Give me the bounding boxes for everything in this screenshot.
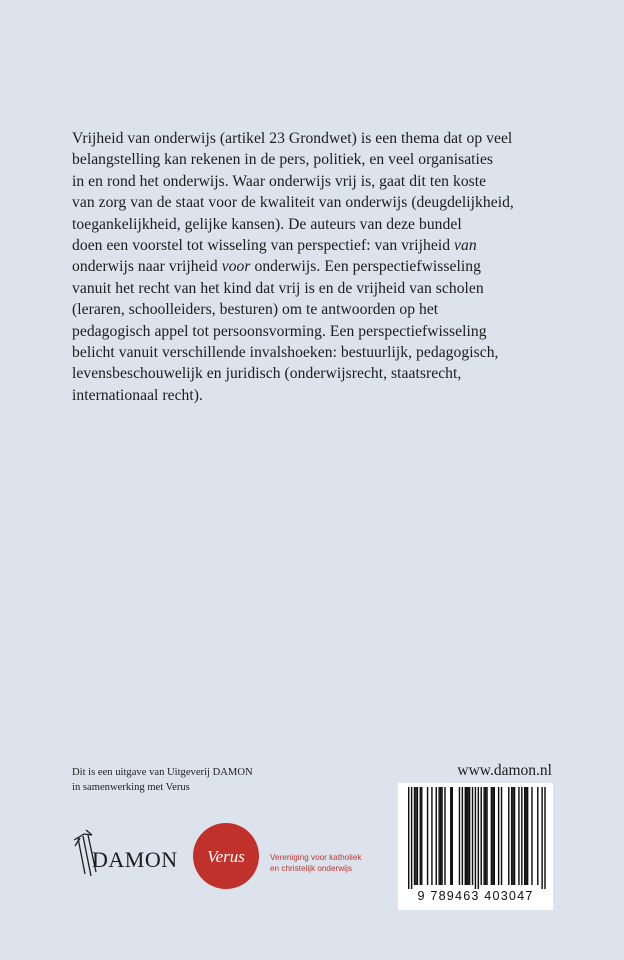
barcode-bar — [483, 787, 484, 885]
verus-tagline-line-2: en christelijk onderwijs — [270, 863, 352, 873]
publisher-website[interactable]: www.damon.nl — [457, 762, 552, 779]
barcode-bar — [475, 787, 476, 889]
damon-wordmark: DAMON — [92, 847, 178, 872]
blurb-text: Vrijheid van onderwijs (artikel 23 Grondwet) is een thema dat op veel — [72, 130, 513, 147]
barcode-bar — [466, 787, 467, 885]
barcode-bar — [438, 787, 439, 885]
barcode-bar — [414, 787, 415, 885]
barcode-bar — [525, 787, 526, 885]
barcode-bar — [511, 787, 512, 885]
blurb-line — [72, 385, 572, 406]
blurb-text: internationaal recht). — [72, 386, 203, 404]
barcode-bar — [469, 787, 470, 885]
barcode-bar — [417, 787, 418, 885]
blurb-text: vanuit het recht van het kind dat vrij is en de vrijheid van scholen — [72, 279, 484, 297]
blurb-text: van zorg van de staat voor de kwaliteit van onderwijs (deugdelijkheid, — [72, 194, 514, 212]
blurb-emphasis: van — [454, 237, 477, 255]
barcode-bar — [436, 787, 437, 885]
publisher-note — [72, 765, 253, 795]
barcode-bar — [450, 787, 451, 885]
barcode-bar — [492, 787, 493, 885]
barcode-bar — [527, 787, 528, 885]
barcode-bar — [501, 787, 502, 885]
verus-logo — [192, 822, 260, 890]
damon-logo — [72, 826, 188, 886]
barcode-bar — [541, 787, 542, 889]
blurb-text: levensbeschouwelijk en juridisch (onderwijsrecht, staatsrecht, — [72, 365, 462, 383]
blurb-text: (leraren, schoolleiders, besturen) om te antwoorden op het — [72, 301, 439, 319]
barcode-bar — [498, 787, 499, 885]
barcode-bar — [531, 787, 532, 885]
barcode-bar — [537, 787, 538, 885]
barcode-bar — [544, 787, 545, 889]
barcode-bar — [514, 787, 515, 885]
verus-tagline — [270, 853, 362, 874]
blurb-line — [72, 278, 572, 299]
barcode-bar — [512, 787, 513, 885]
blurb-line — [72, 342, 572, 363]
blurb-line — [72, 128, 572, 149]
barcode-bar — [411, 787, 412, 889]
blurb-text: in en rond het onderwijs. Waar onderwijs vrij is, gaat dit ten koste — [72, 172, 487, 190]
barcode-bar — [408, 787, 409, 889]
barcode-bar — [472, 787, 473, 885]
barcode-bar — [452, 787, 453, 885]
blurb-line — [72, 235, 572, 256]
barcode-bar — [491, 787, 492, 885]
barcode-bar — [508, 787, 509, 885]
blurb-emphasis: voor — [221, 258, 251, 276]
blurb-text: onderwijs naar vrijheid — [72, 258, 222, 276]
publisher-line-1: Dit is een uitgave van Uitgeverij DAMON — [72, 767, 253, 778]
barcode-bar — [478, 787, 479, 889]
blurb-line — [72, 299, 572, 320]
blurb-text: doen een voorstel tot wisseling van perspectief: van vrijheid — [72, 237, 455, 255]
blurb-line — [72, 171, 572, 192]
barcode-bar — [459, 787, 460, 885]
barcode-bar — [415, 787, 416, 885]
blurb-line — [72, 256, 572, 277]
barcode-bar — [486, 787, 487, 885]
blurb-line — [72, 363, 572, 384]
barcode-bar — [427, 787, 428, 885]
blurb-text: pedagogisch appel tot persoonsvorming. Een perspectiefwisseling — [72, 322, 487, 340]
barcode-bars — [398, 783, 553, 889]
blurb-text: toegankelijkheid, gelijke kansen). De auteurs van deze bundel — [72, 215, 462, 233]
isbn-barcode — [398, 783, 553, 910]
back-cover-blurb — [72, 128, 572, 406]
blurb-text: belicht vanuit verschillende invalshoeken: bestuurlijk, pedagogisch, — [72, 344, 499, 362]
barcode-bar — [440, 787, 441, 885]
barcode-bar — [521, 787, 522, 885]
isbn-number: 9 789463 403047 — [417, 889, 534, 903]
blurb-text: onderwijs. Een perspectiefwisseling — [250, 258, 481, 276]
barcode-bar — [485, 787, 486, 885]
barcode-bar — [465, 787, 466, 885]
publisher-line-2: in samenwerking met Verus — [72, 782, 190, 793]
barcode-bar — [431, 787, 432, 885]
verus-wordmark: Verus — [207, 847, 245, 866]
barcode-bar — [420, 787, 421, 885]
blurb-line — [72, 192, 572, 213]
barcode-bar — [421, 787, 422, 885]
verus-tagline-line-1: Vereniging voor katholiek — [270, 853, 362, 862]
blurb-line — [72, 149, 572, 170]
barcode-bar — [467, 787, 468, 885]
barcode-bar — [481, 787, 482, 885]
blurb-line — [72, 321, 572, 342]
blurb-text: belangstelling kan rekenen in de pers, politiek, en veel organisaties — [72, 151, 494, 169]
barcode-bar — [444, 787, 445, 885]
barcode-bar — [524, 787, 525, 885]
barcode-bar — [518, 787, 519, 885]
barcode-bar — [494, 787, 495, 885]
barcode-bar — [462, 787, 463, 885]
barcode-bar — [441, 787, 442, 885]
blurb-line — [72, 214, 572, 235]
